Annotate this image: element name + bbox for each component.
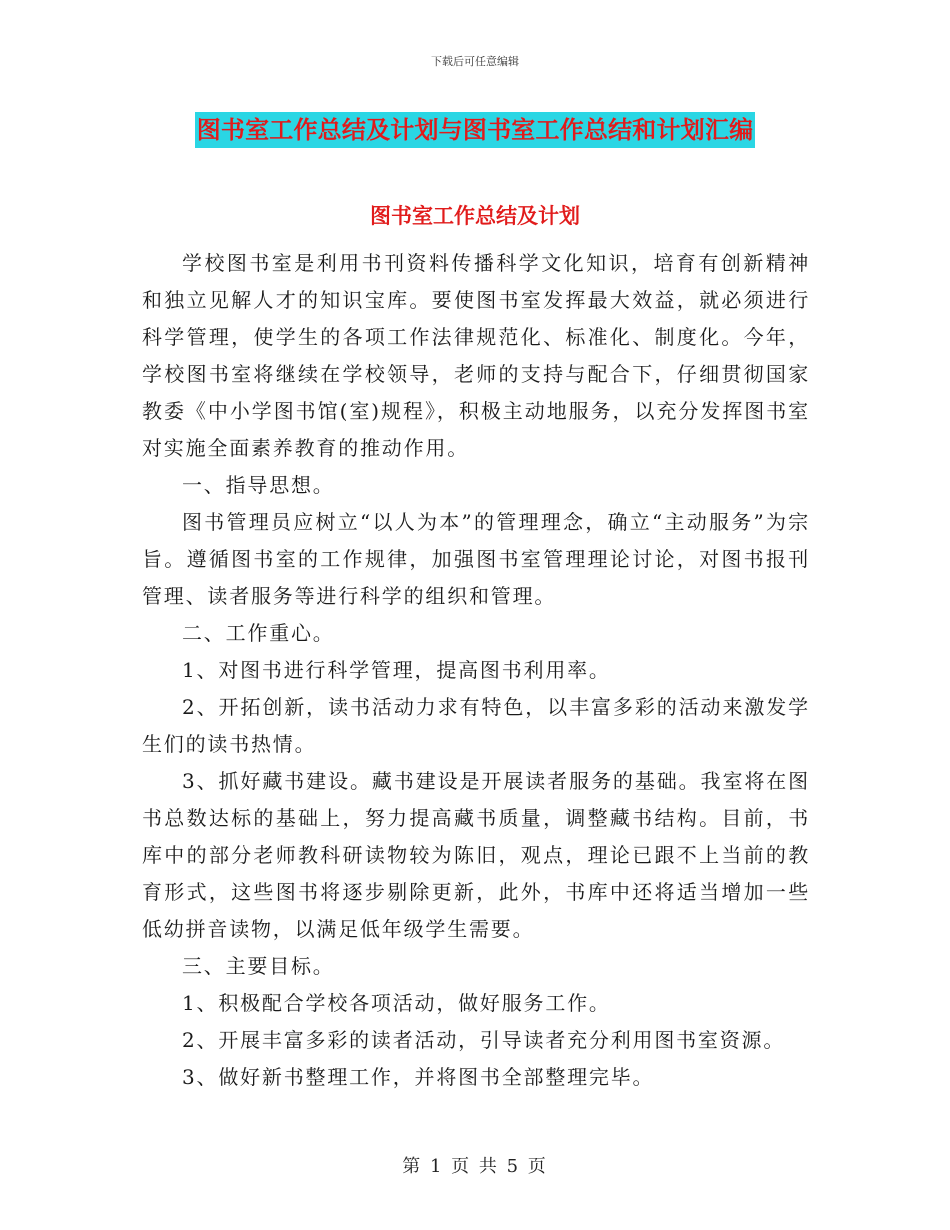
page-header-note: 下载后可任意编辑 (431, 55, 519, 68)
paragraph-guiding-ideology: 图书管理员应树立“以人为本”的管理理念，确立“主动服务”为宗旨。遵循图书室的工作规律，加强图书室管理理论讨论，对图书报刊管理、读者服务等进行科学的组织和管理。 (142, 510, 810, 608)
list-item: 1、对图书进行科学管理，提高图书利用率。 (182, 658, 611, 682)
heading-guiding-ideology: 一、指导思想。 (182, 473, 335, 497)
paragraph-intro: 学校图书室是利用书刊资料传播科学文化知识，培育有创新精神和独立见解人才的知识宝库。要使图书室发挥最大效益，就必须进行科学管理，使学生的各项工作法律规范化、标准化、制度化。今年，学校图书室将继续在学校领导，老师的支持与配合下，仔细贯彻国家教委《中小学图书馆(室)规程》，积极主动地服务，以充分发挥图书室对实施全面素养教育的推动作用。 (142, 251, 810, 460)
list-item: 3、抓好藏书建设。藏书建设是开展读者服务的基础。我室将在图书总数达标的基础上，努力提高藏书质量，调整藏书结构。目前，书库中的部分老师教科研读物较为陈旧，观点，理论已跟不上当前的教育形式，这些图书将逐步剔除更新，此外，书库中还将适当增加一些低幼拼音读物，以满足低年级学生需要。 (142, 769, 810, 941)
list-item: 2、开展丰富多彩的读者活动，引导读者充分利用图书室资源。 (182, 1028, 786, 1052)
list-item: 1、积极配合学校各项活动，做好服务工作。 (182, 991, 611, 1015)
heading-main-goals: 三、主要目标。 (182, 954, 335, 978)
heading-work-focus: 二、工作重心。 (182, 621, 335, 645)
list-item: 3、做好新书整理工作，并将图书全部整理完毕。 (182, 1065, 655, 1089)
page-number: 第 1 页 共 5 页 (402, 1156, 548, 1177)
section-title: 图书室工作总结及计划 (370, 204, 580, 228)
list-item: 2、开拓创新，读书活动力求有特色，以丰富多彩的活动来激发学生们的读书热情。 (142, 695, 810, 756)
main-title: 图书室工作总结及计划与图书室工作总结和计划汇编 (195, 112, 756, 148)
document-body (142, 245, 810, 1096)
main-title-container (0, 112, 950, 148)
